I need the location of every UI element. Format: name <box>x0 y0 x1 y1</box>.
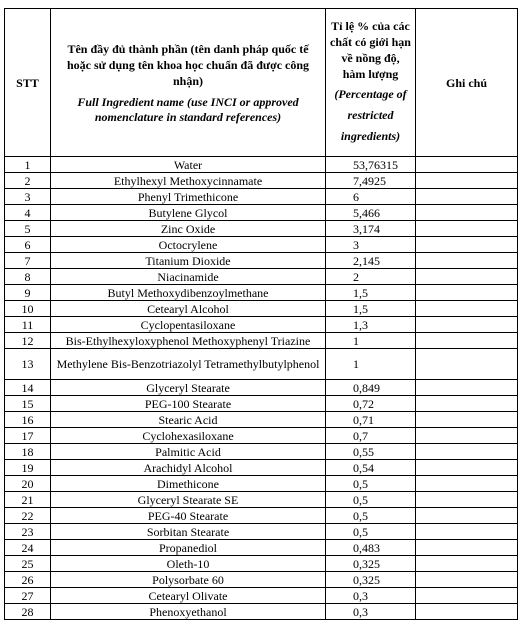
table-row <box>5 301 518 317</box>
row-percentage-cell: 7,4925 <box>326 173 416 189</box>
row-percentage-cell: 0,325 <box>326 572 416 588</box>
row-note-cell <box>416 460 518 476</box>
table-row <box>5 444 518 460</box>
row-ingredient-name-cell: Cyclopentasiloxane <box>51 317 326 333</box>
table-row <box>5 572 518 588</box>
row-stt-cell: 11 <box>5 317 51 333</box>
row-note-cell <box>416 604 518 620</box>
row-stt-cell: 16 <box>5 412 51 428</box>
row-ingredient-name-cell: Glyceryl Stearate SE <box>51 492 326 508</box>
row-stt-cell: 4 <box>5 205 51 221</box>
row-stt-cell: 2 <box>5 173 51 189</box>
row-ingredient-name-cell: Propanediol <box>51 540 326 556</box>
row-percentage-cell: 3 <box>326 237 416 253</box>
table-row <box>5 476 518 492</box>
row-note-cell <box>416 508 518 524</box>
row-ingredient-name-cell: PEG-40 Stearate <box>51 508 326 524</box>
table-row <box>5 524 518 540</box>
row-stt-cell: 19 <box>5 460 51 476</box>
row-note-cell <box>416 524 518 540</box>
header-name-vietnamese: Tên đầy đủ thành phần (tên danh pháp quốc tế hoặc sử dụng tên khoa học chuẩn đã được công nhận) <box>66 41 310 88</box>
row-percentage-cell: 0,3 <box>326 604 416 620</box>
table-row <box>5 285 518 301</box>
row-stt-cell: 24 <box>5 540 51 556</box>
row-ingredient-name-cell: Octocrylene <box>51 237 326 253</box>
row-ingredient-name-cell: Cyclohexasiloxane <box>51 428 326 444</box>
row-percentage-cell: 1,5 <box>326 285 416 301</box>
row-note-cell <box>416 317 518 333</box>
row-ingredient-name-cell: Water <box>51 157 326 173</box>
table-row <box>5 396 518 412</box>
header-stt: STT <box>5 9 51 157</box>
row-note-cell <box>416 492 518 508</box>
row-ingredient-name-cell: Ethylhexyl Methoxycinnamate <box>51 173 326 189</box>
row-note-cell <box>416 412 518 428</box>
row-stt-cell: 18 <box>5 444 51 460</box>
row-note-cell <box>416 253 518 269</box>
row-note-cell <box>416 269 518 285</box>
table-row <box>5 508 518 524</box>
row-note-cell <box>416 205 518 221</box>
table-row <box>5 588 518 604</box>
row-stt-cell: 15 <box>5 396 51 412</box>
table-row <box>5 492 518 508</box>
table-row <box>5 556 518 572</box>
row-percentage-cell: 1 <box>326 333 416 349</box>
header-note: Ghi chú <box>416 9 518 157</box>
table-row <box>5 157 518 173</box>
table-row <box>5 460 518 476</box>
ingredient-table-container <box>4 8 518 620</box>
row-percentage-cell: 0,325 <box>326 556 416 572</box>
row-note-cell <box>416 588 518 604</box>
row-stt-cell: 28 <box>5 604 51 620</box>
row-percentage-cell: 0,5 <box>326 508 416 524</box>
row-percentage-cell: 0,7 <box>326 428 416 444</box>
row-percentage-cell: 1,3 <box>326 317 416 333</box>
row-stt-cell: 10 <box>5 301 51 317</box>
header-ingredient-name <box>51 9 326 157</box>
row-note-cell <box>416 556 518 572</box>
row-percentage-cell: 3,174 <box>326 221 416 237</box>
table-row <box>5 173 518 189</box>
row-stt-cell: 13 <box>5 349 51 380</box>
row-note-cell <box>416 349 518 380</box>
row-ingredient-name-cell: Sorbitan Stearate <box>51 524 326 540</box>
table-row <box>5 253 518 269</box>
table-row <box>5 380 518 396</box>
ingredient-table <box>4 8 518 620</box>
row-note-cell <box>416 157 518 173</box>
row-percentage-cell: 0,54 <box>326 460 416 476</box>
row-percentage-cell: 0,3 <box>326 588 416 604</box>
row-percentage-cell: 1 <box>326 349 416 380</box>
table-row <box>5 540 518 556</box>
row-percentage-cell: 0,71 <box>326 412 416 428</box>
row-stt-cell: 21 <box>5 492 51 508</box>
table-row <box>5 189 518 205</box>
row-note-cell <box>416 444 518 460</box>
table-row <box>5 428 518 444</box>
row-note-cell <box>416 396 518 412</box>
row-note-cell <box>416 221 518 237</box>
row-percentage-cell: 2,145 <box>326 253 416 269</box>
row-note-cell <box>416 173 518 189</box>
row-note-cell <box>416 237 518 253</box>
row-ingredient-name-cell: Polysorbate 60 <box>51 572 326 588</box>
row-stt-cell: 9 <box>5 285 51 301</box>
row-percentage-cell: 0,849 <box>326 380 416 396</box>
row-ingredient-name-cell: Bis-Ethylhexyloxyphenol Methoxyphenyl Triazine <box>51 333 326 349</box>
row-note-cell <box>416 540 518 556</box>
row-ingredient-name-cell: Phenoxyethanol <box>51 604 326 620</box>
table-row <box>5 205 518 221</box>
row-ingredient-name-cell: Phenyl Trimethicone <box>51 189 326 205</box>
row-note-cell <box>416 380 518 396</box>
row-percentage-cell: 0,5 <box>326 524 416 540</box>
row-percentage-cell: 2 <box>326 269 416 285</box>
table-header-row <box>5 9 518 157</box>
row-note-cell <box>416 572 518 588</box>
row-ingredient-name-cell: Oleth-10 <box>51 556 326 572</box>
table-row <box>5 412 518 428</box>
header-name-english: Full Ingredient name (use INCI or approved nomenclature in standard references) <box>77 94 299 124</box>
row-ingredient-name-cell: Stearic Acid <box>51 412 326 428</box>
table-row <box>5 269 518 285</box>
row-stt-cell: 7 <box>5 253 51 269</box>
row-percentage-cell: 0,5 <box>326 492 416 508</box>
row-stt-cell: 6 <box>5 237 51 253</box>
row-ingredient-name-cell: Butylene Glycol <box>51 205 326 221</box>
row-ingredient-name-cell: Palmitic Acid <box>51 444 326 460</box>
row-note-cell <box>416 301 518 317</box>
row-stt-cell: 5 <box>5 221 51 237</box>
table-row <box>5 317 518 333</box>
row-ingredient-name-cell: Cetearyl Olivate <box>51 588 326 604</box>
header-percentage-vietnamese: Tỉ lệ % của các chất có giới hạn về nồng độ, hàm lượng <box>330 19 411 81</box>
row-stt-cell: 8 <box>5 269 51 285</box>
row-stt-cell: 12 <box>5 333 51 349</box>
row-ingredient-name-cell: PEG-100 Stearate <box>51 396 326 412</box>
row-stt-cell: 26 <box>5 572 51 588</box>
row-ingredient-name-cell: Titanium Dioxide <box>51 253 326 269</box>
row-stt-cell: 14 <box>5 380 51 396</box>
row-percentage-cell: 5,466 <box>326 205 416 221</box>
row-note-cell <box>416 428 518 444</box>
table-row <box>5 604 518 620</box>
table-row <box>5 237 518 253</box>
table-row <box>5 349 518 380</box>
row-ingredient-name-cell: Butyl Methoxydibenzoylmethane <box>51 285 326 301</box>
row-percentage-cell: 0,483 <box>326 540 416 556</box>
row-percentage-cell: 6 <box>326 189 416 205</box>
row-percentage-cell: 1,5 <box>326 301 416 317</box>
row-ingredient-name-cell: Cetearyl Alcohol <box>51 301 326 317</box>
table-row <box>5 221 518 237</box>
row-stt-cell: 20 <box>5 476 51 492</box>
header-percentage <box>326 9 416 157</box>
row-stt-cell: 25 <box>5 556 51 572</box>
table-body <box>5 157 518 620</box>
row-ingredient-name-cell: Glyceryl Stearate <box>51 380 326 396</box>
row-percentage-cell: 0,55 <box>326 444 416 460</box>
row-note-cell <box>416 476 518 492</box>
header-percentage-english: (Percentage of restricted ingredients) <box>334 87 407 143</box>
row-ingredient-name-cell: Arachidyl Alcohol <box>51 460 326 476</box>
row-ingredient-name-cell: Dimethicone <box>51 476 326 492</box>
row-stt-cell: 17 <box>5 428 51 444</box>
row-stt-cell: 23 <box>5 524 51 540</box>
row-stt-cell: 22 <box>5 508 51 524</box>
row-note-cell <box>416 333 518 349</box>
row-ingredient-name-cell: Methylene Bis-Benzotriazolyl Tetramethylbutylphenol <box>51 349 326 380</box>
row-stt-cell: 3 <box>5 189 51 205</box>
row-ingredient-name-cell: Niacinamide <box>51 269 326 285</box>
row-percentage-cell: 0,72 <box>326 396 416 412</box>
row-note-cell <box>416 189 518 205</box>
row-stt-cell: 1 <box>5 157 51 173</box>
row-note-cell <box>416 285 518 301</box>
table-row <box>5 333 518 349</box>
row-stt-cell: 27 <box>5 588 51 604</box>
row-ingredient-name-cell: Zinc Oxide <box>51 221 326 237</box>
row-percentage-cell: 0,5 <box>326 476 416 492</box>
row-percentage-cell: 53,76315 <box>326 157 416 173</box>
